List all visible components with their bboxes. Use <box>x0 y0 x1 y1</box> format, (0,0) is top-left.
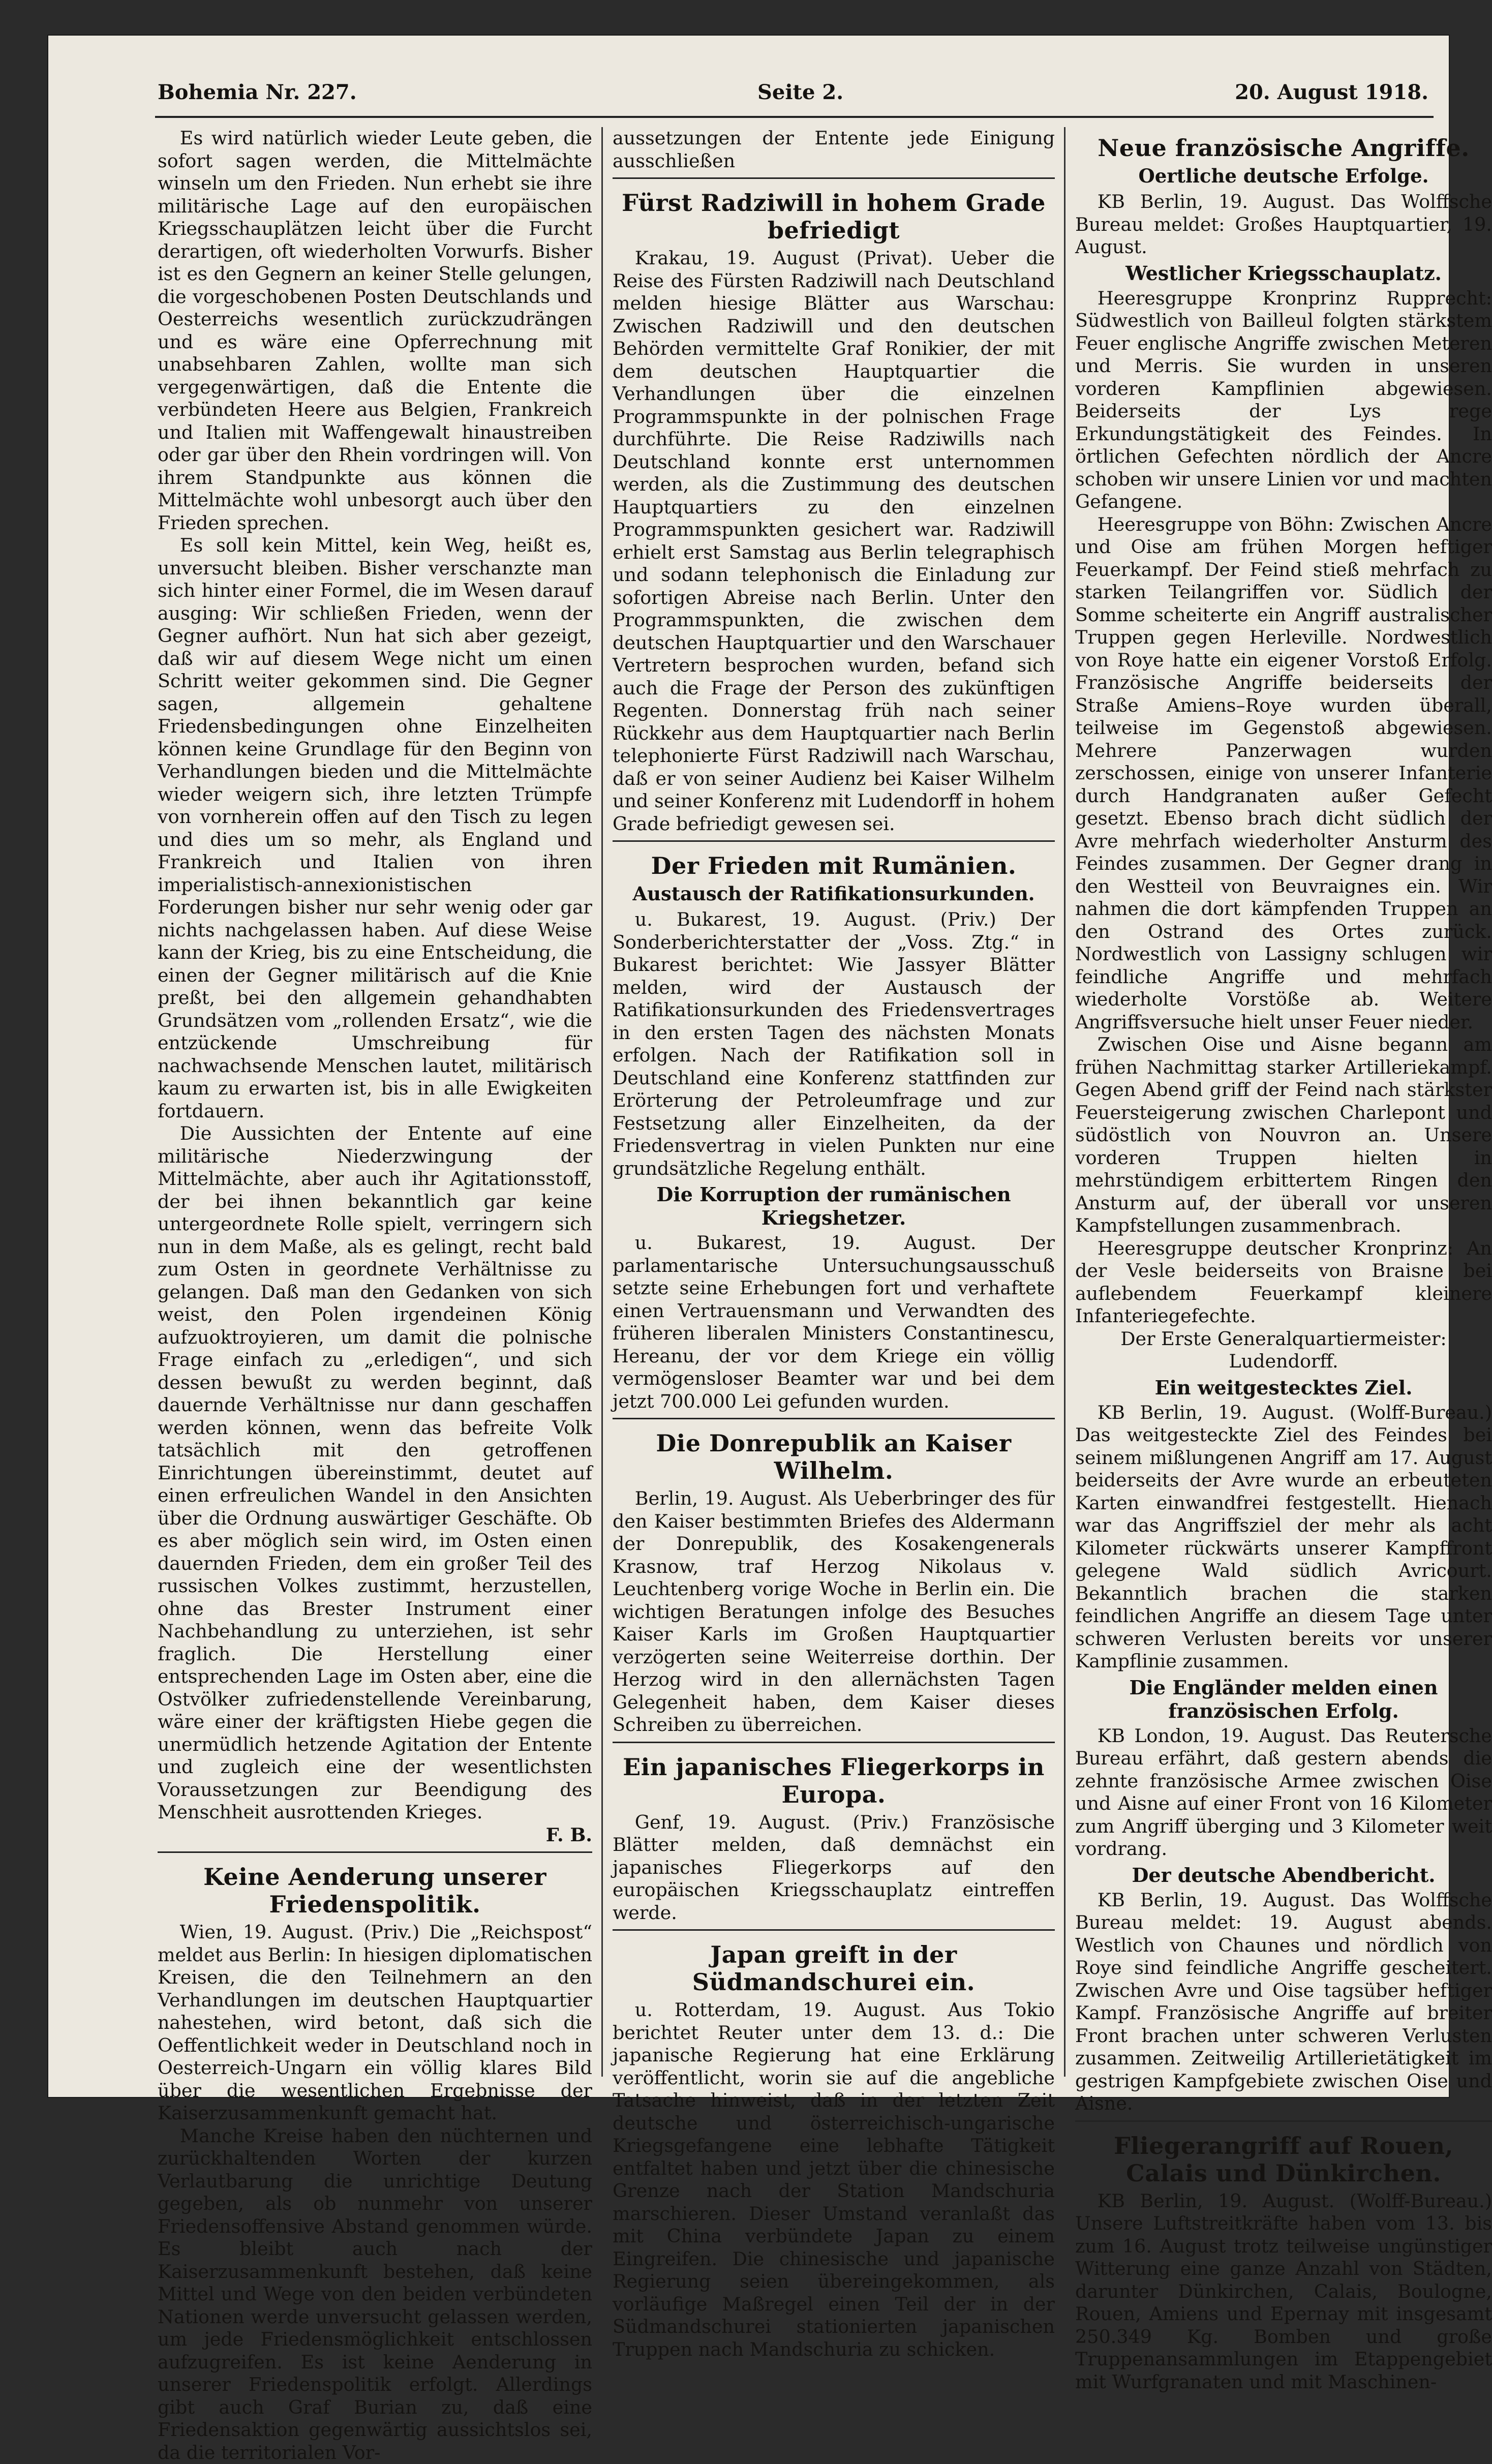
column-2 <box>613 127 1055 2077</box>
headline-rumaenien: Der Frieden mit Rumänien. <box>613 852 1055 879</box>
section-divider <box>613 1742 1055 1746</box>
section-divider <box>613 1418 1055 1422</box>
headline-franzoesische-angriffe: Neue französische Angriffe. <box>1075 134 1492 162</box>
headline-suedmandschurei: Japan greift in der Südmandschurei ein. <box>613 1941 1055 1996</box>
article-paragraph: Die Aussichten der Entente auf eine militärische Niederzwingung der Mittelmächte, aber auch ihr Agitationsstoff, der bei ihnen bekanntlich gar keine untergeordnete Rolle spielt, verringern sich nun in dem Maße, als es gelingt, recht bald zum Osten in geordnete Verhältnisse zu gelangen. Daß man den Gedanken von sich weist, den Polen irgendeinen König aufzuoktroyieren, um damit die polnische Frage einfach zu „erledigen“, und sich dessen bewußt zu werden beginnt, daß dauernde Verhältnisse nur dann geschaffen werden können, wenn das befreite Volk tatsächlich mit den getroffenen Einrichtungen übereinstimmt, deutet auf einen erfreulichen Wandel in den Ansichten über die Ordnung auswärtiger Geschäfte. Ob es aber möglich sein wird, im Osten einen dauernden Frieden, dem ein großer Teil des russischen Volkes zustimmt, herzustellen, ohne das Brester Instrument einer Nachbehandlung zu unterziehen, ist sehr fraglich. Die Herstellung einer entsprechenden Lage im Osten aber, eine die Ostvölker zufriedenstellende Vereinbarung, wäre einer der kräftigsten Hiebe gegen die unermüdlich hetzende Agitation der Entente und zugleich eine der wesentlichsten Voraussetzungen zur Beendigung des Menschheit ausrottenden Krieges. <box>158 1122 592 1824</box>
headline-radziwill: Fürst Radziwill in hohem Grade befriedigt <box>613 189 1055 244</box>
headline-abendbericht: Der deutsche Abendbericht. <box>1075 1864 1492 1887</box>
headline-fliegerkorps: Ein japanisches Fliegerkorps in Europa. <box>613 1753 1055 1808</box>
headline-friedenspolitik: Keine Aenderung unserer Friedenspolitik. <box>158 1863 592 1918</box>
headline-donrepublik: Die Donrepublik an Kaiser Wilhelm. <box>613 1429 1055 1484</box>
article-paragraph: Wien, 19. August. (Priv.) Die „Reichspost“ meldet aus Berlin: In hiesigen diplomatischen Kreisen, die den Teilnehmern an den Verhandlungen im deutschen Hauptquartier nahestehen, wird betont, daß sich die Oeffentlichkeit weder in Deutschland noch in Oesterreich-Ungarn ein völlig klares Bild über die wesentlichen Ergebnisse der Kaiserzusammenkunft gemacht hat. <box>158 1921 592 2125</box>
article-paragraph: KB Berlin, 19. August. Das Wolffsche Bureau meldet: 19. August abends. Westlich von Chaunes und nördlich von Roye sind feindliche Angriffe gescheitert. Zwischen Avre und Oise tagsüber heftiger Kampf. Französische Angriffe auf breiter Front brachen unter schweren Verlusten zusammen. Zeitweilig Artillerietätigkeit im gestrigen Kampfgebiete zwischen Oise und Aisne. <box>1075 1889 1492 2115</box>
header-rule <box>155 116 1434 118</box>
article-paragraph: u. Bukarest, 19. August. Der parlamentarische Untersuchungsausschuß setzte seine Erhebungen fort und verhaftete einen Vertrauensmann und Verwandten des früheren liberalen Ministers Constantinescu, Hereanu, der vor dem Kriege ein völlig vermögensloser Beamter war und bei dem jetzt 700.000 Lei gefunden wurden. <box>613 1232 1055 1413</box>
article-signature: F. B. <box>158 1824 592 1847</box>
article-paragraph: Heeresgruppe Kronprinz Rupprecht: Südwestlich von Bailleul folgten stärkstem Feuer englische Angriffe zwischen Meteren und Merris. Sie wurden in unseren vorderen Kampflinien abgewiesen. Beiderseits der Lys rege Erkundungstätigkeit des Feindes. In örtlichen Gefechten nördlich der Ancre schoben wir unsere Linien vor und machten Gefangene. <box>1075 287 1492 513</box>
column-1 <box>158 127 592 2077</box>
subheadline-ratifikation: Austausch der Ratifikationsurkunden. <box>613 883 1055 905</box>
article-paragraph: Heeresgruppe deutscher Kronprinz: An der Vesle beiderseits von Braisne bei auflebendem Feuerkampf kleinere Infanteriegefechte. <box>1075 1237 1492 1328</box>
signature-name: Ludendorff. <box>1075 1350 1492 1373</box>
header-date: 20. August 1918. <box>1235 80 1428 104</box>
article-paragraph: Manche Kreise haben den nüchternen und zurückhaltenden Worten der kurzen Verlautbarung die unrichtige Deutung gegeben, als ob nunmehr von unserer Friedensoffensive Abstand genommen würde. Es bleibt auch nach der Kaiserzusammenkunft bestehen, daß keine Mittel und Wege von den beiden verbündeten Nationen werde unversucht gelassen werden, um jede Friedensmöglichkeit entschlossen aufzugreifen. Es ist keine Aenderung in unserer Friedenspolitik erfolgt. Allerdings gibt auch Graf Burian zu, daß eine Friedensaktion gegenwärtig aussichtslos sei, da die territorialen Vor- <box>158 2125 592 2464</box>
headline-fliegerangriff: Fliegerangriff auf Rouen, Calais und Dünkirchen. <box>1075 2132 1492 2187</box>
article-paragraph: u. Rotterdam, 19. August. Aus Tokio berichtet Reuter unter dem 13. d.: Die japanische Regierung hat eine Erklärung veröffentlicht, worin sie auf die angebliche Tatsache hinweist, daß in der letzten Zeit deutsche und österreichisch-ungarische Kriegsgefangene eine lebhafte Tätigkeit entfaltet haben und jetzt über die chinesische Grenze nach der Station Mandschuria marschieren. Dieser Umstand veranlaßt das mit China verbündete Japan zu einem Eingreifen. Die chinesische und japanische Regierung seien übereingekommen, als vorläufige Maßregel einen Teil der in der Südmandschurei stationierten japanischen Truppen nach Mandschuria zu schicken. <box>613 1999 1055 2361</box>
article-paragraph: Genf, 19. August. (Priv.) Französische Blätter melden, daß demnächst ein japanisches Fliegerkorps auf den europäischen Kriegsschauplatz eintreffen werde. <box>613 1811 1055 1925</box>
article-paragraph: Es wird natürlich wieder Leute geben, die sofort sagen werden, die Mittelmächte winseln um den Frieden. Nun erhebt sie ihre militärische Lage auf den europäischen Kriegsschauplätzen leicht über die Furcht derartigen, oft wiederholten Vorwurfs. Bisher ist es den Gegnern an keiner Stelle gelungen, die vorgeschobenen Posten Deutschlands und Oesterreichs wesentlich zurückzudrängen und es wäre eine Opferrechnung mit unabsehbaren Zahlen, wollte man sich vergegenwärtigen, daß die Entente die verbündeten Heere aus Belgien, Frankreich und Italien mit Waffengewalt hinaustreiben oder gar über den Rhein vordringen will. Von ihrem Standpunkte aus können die Mittelmächte wohl unbesorgt auch über den Frieden sprechen. <box>158 127 592 534</box>
section-divider <box>613 840 1055 845</box>
article-paragraph: Zwischen Oise und Aisne begann am frühen Nachmittag starker Artilleriekampf. Gegen Abend griff der Feind nach stärkster Feuersteigerung zwischen Charlepont und südöstlich von Nouvron an. Unsere vorderen Truppen hielten in mehrstündigem erbittertem Ringen den Ansturm auf, der überall vor unseren Kampfstellungen zusammenbrach. <box>1075 1033 1492 1237</box>
article-paragraph: Berlin, 19. August. Als Ueberbringer des für den Kaiser bestimmten Briefes des Aldermann der Donrepublik, des Kosakengenerals Krasnow, traf Herzog Nikolaus v. Leuchtenberg vorige Woche in Berlin ein. Die wichtigen Beratungen infolge des Besuches Kaiser Karls im Großen Hauptquartier verzögerten seine Weiterreise dorthin. Der Herzog wird in den allernächsten Tagen Gelegenheit haben, dem Kaiser dieses Schreiben zu überreichen. <box>613 1487 1055 1737</box>
article-paragraph: KB Berlin, 19. August. (Wolff-Bureau.) Das weitgesteckte Ziel des Feindes bei seinem mißlungenen Angriff am 17. August beiderseits der Avre wurde an erbeuteten Karten einwandfrei festgestellt. Hienach war das Angriffsziel der mehr als acht Kilometer rückwärts unserer Kampffront gelegene Wald südlich Avricourt. Bekanntlich brachen die starken feindlichen Angriffe an diesem Tage unter schweren Verlusten bereits vor unserer Kampflinie zusammen. <box>1075 1402 1492 1673</box>
newspaper-page <box>48 36 1449 2097</box>
article-paragraph: aussetzungen der Entente jede Einigung ausschließen <box>613 127 1055 172</box>
article-paragraph: Heeresgruppe von Böhn: Zwischen Ancre und Oise am frühen Morgen heftiger Feuerkampf. Der Feind stieß mehrfach zu starken Teilangriffen vor. Südlich der Somme scheiterte ein Angriff australischer Truppen gegen Herleville. Nordwestlich von Roye hatte ein eigener Vorstoß Erfolg. Französische Angriffe beiderseits der Straße Amiens–Roye wurden überall, teilweise im Gegenstoß abgewiesen. Mehrere Panzerwagen wurden zerschossen, einige von unserer Infanterie durch Handgranaten außer Gefecht gesetzt. Ebenso brach dicht südlich der Avre mehrfach wiederholter Ansturm des Feindes zusammen. Der Gegner drang in den Westteil von Beuvraignes ein. Wir nahmen die dort kämpfenden Truppen an den Ostrand des Ortes zurück. Nordwestlich von Lassigny schlugen wir feindliche Angriffe und mehrfach wiederholte Vorstöße ab. Weitere Angriffsversuche hielt unser Feuer nieder. <box>1075 513 1492 1034</box>
signature-title: Der Erste Generalquartiermeister: <box>1075 1328 1492 1351</box>
column-rule-1 <box>601 127 603 2077</box>
subheadline-westlicher-kriegsschauplatz: Westlicher Kriegsschauplatz. <box>1075 262 1492 285</box>
page-header <box>48 75 1449 111</box>
header-issue: Bohemia Nr. 227. <box>158 80 357 104</box>
article-paragraph: Es soll kein Mittel, kein Weg, heißt es, unversucht bleiben. Bisher verschanzte man sich hinter einer Formel, die im Wesen darauf ausging: Wir schließen Frieden, wenn der Gegner aufhört. Nun hat sich aber gezeigt, daß wir auf diesem Wege nicht um einen Schritt weiter gekommen sind. Die Gegner sagen, allgemein gehaltene Friedensbedingungen ohne Einzelheiten können keine Grundlage für den Beginn von Verhandlungen bieden und die Mittelmächte wieder weigern sich, ihre letzten Trümpfe von vornherein offen auf den Tisch zu legen und dies um so mehr, als England und Frankreich und Italien von ihren imperialistisch-annexionistischen Forderungen bisher nur sehr wenig oder gar nichts nachgelassen haben. Auf diese Weise kann der Krieg, bis zu eine Entscheidung, die einen der Gegner militärisch auf die Knie preßt, bei den allgemein gehandhabten Grundsätzen vom „rollenden Ersatz“, wie die entzückende Umschreibung für nachwachsende Menschen lautet, militärisch kaum zu erwarten ist, bis in alle Ewigkeiten fortdauern. <box>158 534 592 1122</box>
article-paragraph: u. Bukarest, 19. August. (Priv.) Der Sonderberichterstatter der „Voss. Ztg.“ in Bukarest berichtet: Wie Jassyer Blätter melden, wird der Austausch der Ratifikationsurkunden des Friedensvertrages in den ersten Tagen des nächsten Monats erfolgen. Nach der Ratifikation soll in Deutschland eine Konferenz stattfinden zur Erörterung der Petroleumfrage und zur Festsetzung aller Einzelheiten, da der Friedensvertrag in vielen Punkten nur eine grundsätzliche Regelung enthält. <box>613 908 1055 1180</box>
section-divider <box>1075 2120 1492 2125</box>
section-divider <box>613 177 1055 182</box>
section-divider <box>613 1929 1055 1934</box>
header-page-number: Seite 2. <box>757 80 843 104</box>
subheadline-korruption: Die Korruption der rumänischen Kriegshetzer. <box>613 1183 1055 1230</box>
subheadline-oertliche-erfolge: Oertliche deutsche Erfolge. <box>1075 165 1492 188</box>
article-paragraph: Krakau, 19. August (Privat). Ueber die Reise des Fürsten Radziwill nach Deutschland melden hiesige Blätter aus Warschau: Zwischen Radziwill und den deutschen Behörden vermittelte Graf Ronikier, der mit dem deutschen Hauptquartier die Verhandlungen über die einzelnen Programmspunkte in der polnischen Frage durchführte. Die Reise Radziwills nach Deutschland konnte erst unternommen werden, als die Zustimmung des deutschen Hauptquartiers zu den einzelnen Programmspunkten gesichert war. Radziwill erhielt erst Samstag aus Berlin telegraphisch und sodann telephonisch die Einladung zur sofortigen Abreise nach Berlin. Unter den Programmspunkten, die zwischen dem deutschen Hauptquartier und den Warschauer Vertretern besprochen wurden, befand sich auch die Frage der Person des zukünftigen Regenten. Donnerstag früh nach seiner Rückkehr aus dem Hauptquartier nach Berlin telephonierte Fürst Radziwill nach Warschau, daß er von seiner Audienz bei Kaiser Wilhelm und seiner Konferenz mit Ludendorff in hohem Grade befriedigt gewesen sei. <box>613 247 1055 835</box>
headline-weitgestecktes-ziel: Ein weitgestecktes Ziel. <box>1075 1376 1492 1400</box>
section-divider <box>158 1851 592 1856</box>
column-3 <box>1075 127 1492 2077</box>
article-paragraph: KB Berlin, 19. August. (Wolff-Bureau.) Unsere Luftstreitkräfte haben vom 13. bis zum 16. August trotz teilweise ungünstiger Witterung eine ganze Anzahl von Städten, darunter Dünkirchen, Calais, Boulogne, Rouen, Amiens und Epernay mit insgesamt 250.349 Kg. Bomben und große Truppenansammlungen im Etappengebiet mit Wurfgranaten und mit Maschinen- <box>1075 2190 1492 2394</box>
article-paragraph: KB Berlin, 19. August. Das Wolffsche Bureau meldet: Großes Hauptquartier, 19. August. <box>1075 191 1492 259</box>
column-rule-2 <box>1064 127 1065 2077</box>
headline-englaender-melden: Die Engländer melden einen französischen Erfolg. <box>1075 1676 1492 1723</box>
article-paragraph: KB London, 19. August. Das Reutersche Bureau erfährt, daß gestern abends die zehnte französische Armee zwischen Oise und Aisne auf einer Front von 16 Kilometer zum Angriff überging und 3 Kilometer weit vordrang. <box>1075 1725 1492 1861</box>
